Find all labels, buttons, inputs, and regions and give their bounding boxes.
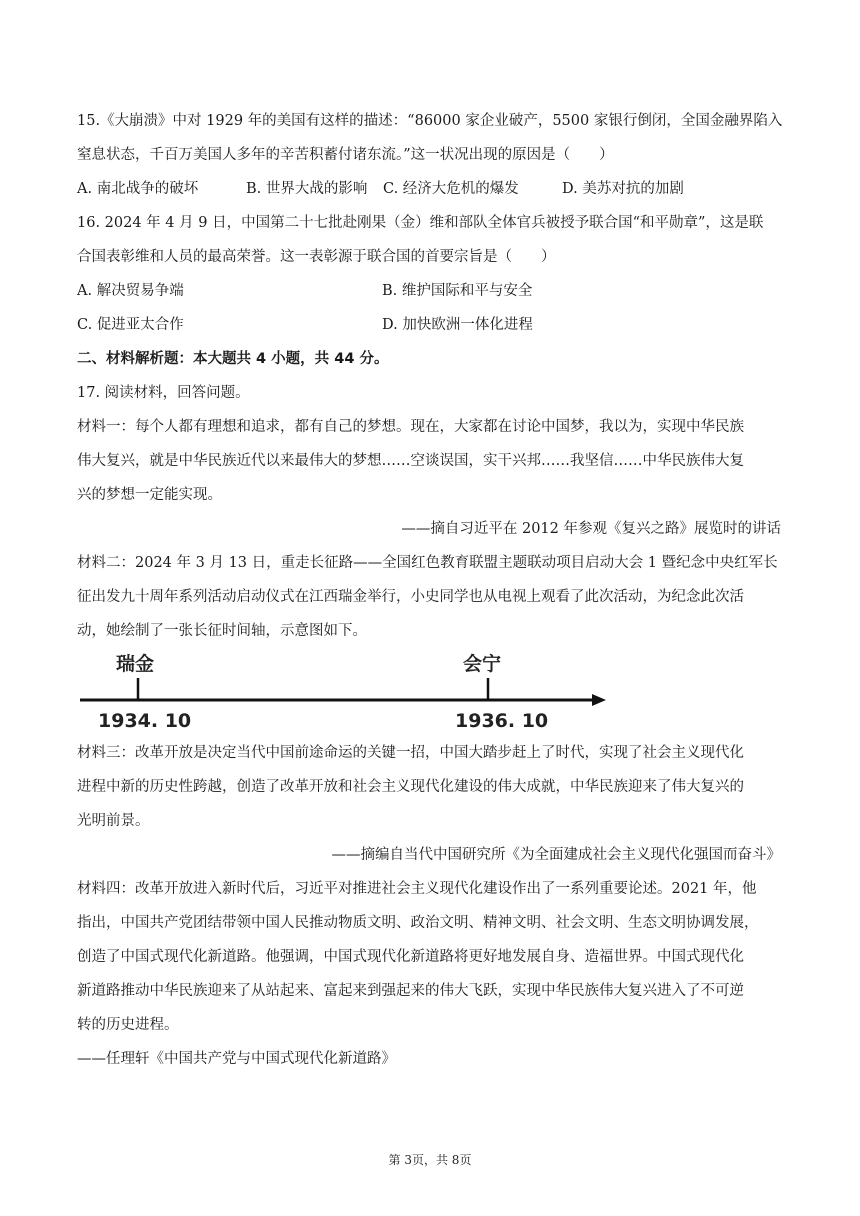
timeline-place-ruijin: 瑞金: [116, 653, 155, 675]
material1-line1: 材料一：每个人都有理想和追求，都有自己的梦想。现在，大家都在讨论中国梦，我以为，实现中华民族: [77, 419, 744, 435]
material4-line5: 转的历史进程。: [77, 1017, 179, 1033]
material2-line2: 征出发九十周年系列活动启动仪式在江西瑞金举行，小史同学也从电视上观看了此次活动，为纪念此次活: [77, 589, 744, 605]
material4-line4: 新道路推动中华民族迎来了从站起来、富起来到强起来的伟大飞跃，实现中华民族伟大复兴进入了不可逆: [77, 983, 744, 999]
q15-option-c: C. 经济大危机的爆发: [383, 181, 519, 197]
q15-option-b: B. 世界大战的影响: [246, 181, 368, 197]
material4-line1: 材料四：改革开放进入新时代后，习近平对推进社会主义现代化建设作出了一系列重要论述。2021 年，他: [77, 881, 757, 897]
q16-stem-line1: 16. 2024 年 4 月 9 日，中国第二十七批赴刚果（金）维和部队全体官兵被授予联合国“和平勋章”，这是联: [77, 215, 764, 231]
material1-line3: 兴的梦想一定能实现。: [77, 487, 222, 503]
q15-stem-line2: 窒息状态，千百万美国人多年的辛苦积蓄付诸东流。”这一状况出现的原因是（ ）: [77, 147, 614, 163]
q15-option-d: D. 美苏对抗的加剧: [562, 181, 684, 197]
material3-source: ——摘编自当代中国研究所《为全面建成社会主义现代化强国而奋斗》: [331, 847, 781, 863]
q17-stem: 17. 阅读材料，回答问题。: [77, 385, 250, 401]
material2-line1: 材料二：2024 年 3 月 13 日，重走长征路——全国红色教育联盟主题联动项目启动大会 1 暨纪念中央红军长: [77, 555, 778, 571]
page-footer: 第 3页，共 8页: [388, 1153, 472, 1167]
timeline-place-huining: 会宁: [463, 653, 502, 675]
q16-option-c: C. 促进亚太合作: [77, 317, 184, 333]
q16-option-d: D. 加快欧洲一体化进程: [382, 317, 533, 333]
q16-option-b: B. 维护国际和平与安全: [382, 283, 533, 299]
material4-line3: 创造了中国式现代化新道路。他强调，中国式现代化新道路将更好地发展自身、造福世界。中国式现代化: [77, 949, 744, 965]
material4-source: ——任理轩《中国共产党与中国式现代化新道路》: [77, 1051, 396, 1067]
timeline-date-1934: 1934. 10: [98, 710, 192, 732]
material1-line2: 伟大复兴，就是中华民族近代以来最伟大的梦想……空谈误国，实干兴邦……我坚信……中华民族伟大复: [77, 453, 744, 469]
material3-line1: 材料三：改革开放是决定当代中国前途命运的关键一招，中国大踏步赶上了时代，实现了社会主义现代化: [77, 745, 744, 761]
material1-source: ——摘自习近平在 2012 年参观《复兴之路》展览时的讲话: [401, 521, 781, 537]
material2-line3: 动，她绘制了一张长征时间轴，示意图如下。: [77, 623, 367, 639]
section2-heading: 二、材料解析题：本大题共 4 小题，共 44 分。: [77, 351, 389, 367]
q16-option-a: A. 解决贸易争端: [77, 283, 184, 299]
q16-stem-line2: 合国表彰维和人员的最高荣誉。这一表彰源于联合国的首要宗旨是（ ）: [77, 249, 556, 265]
long-march-timeline: [78, 645, 608, 735]
material3-line2: 进程中新的历史性跨越，创造了改革开放和社会主义现代化建设的伟大成就，中华民族迎来了伟大复兴的: [77, 779, 744, 795]
material3-line3: 光明前景。: [77, 813, 150, 829]
timeline-date-1936: 1936. 10: [455, 710, 549, 732]
material4-line2: 指出，中国共产党团结带领中国人民推动物质文明、政治文明、精神文明、社会文明、生态文明协调发展，: [77, 915, 759, 931]
timeline-arrow-icon: [592, 694, 606, 706]
q15-option-a: A. 南北战争的破坏: [77, 181, 199, 197]
q15-stem-line1: 15.《大崩溃》中对 1929 年的美国有这样的描述：“86000 家企业破产，5500 家银行倒闭，全国金融界陷入: [77, 113, 783, 129]
